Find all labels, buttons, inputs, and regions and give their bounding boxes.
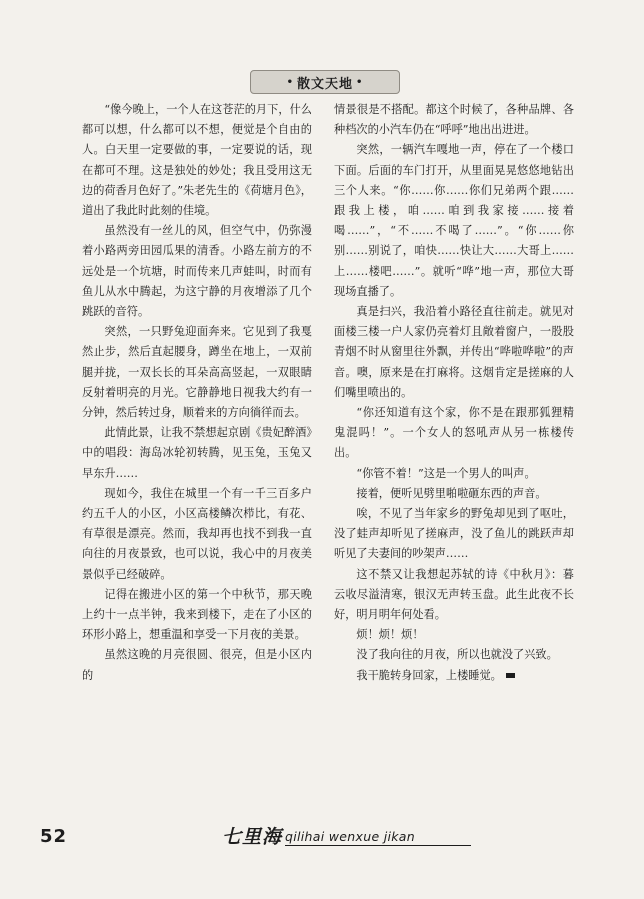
magazine-pinyin: qilihai wenxue jikan <box>285 829 415 844</box>
paragraph: “你还知道有这个家，你不是在跟那狐狸精鬼混吗！”。一个女人的怒吼声从另一栋楼传出。 <box>334 406 574 460</box>
final-sentence: 我干脆转身回家，上楼睡觉。 <box>356 668 502 682</box>
end-mark-icon <box>506 673 515 678</box>
paragraph: 真是扫兴，我沿着小路径直往前走。就见对面楼三楼一户人家仍亮着灯且敞着窗户，一股股青烟不时从窗里往外飘，并传出“哗啦哗啦”的声音。噢，原来是在打麻将。这烟肯定是搓麻的人们嘴里喷出的。 <box>334 305 574 399</box>
paragraph: 烦！烦！烦！ <box>356 628 424 642</box>
paragraph: “像今晚上，一个人在这苍茫的月下，什么都可以想，什么都可以不想，便觉是个自由的人。白天里一定要做的事，一定要说的话，现在都可不理。这是独处的妙处；我且受用这无边的荷香月色好了。”朱老先生的《荷塘月色》，道出了我此时此刻的佳境。 <box>82 103 312 218</box>
footer-underline <box>285 845 471 846</box>
right-column <box>334 100 574 686</box>
left-column <box>82 100 312 686</box>
page-number: 52 <box>40 826 68 847</box>
header-dot-right: • <box>356 76 364 88</box>
page-footer <box>40 822 600 852</box>
header-dot-left: • <box>286 76 294 88</box>
paragraph: 唉，不见了当年家乡的野兔却见到了呕吐，没了蛙声却听见了搓麻声，没了鱼儿的跳跃声却听见了夫妻间的吵架声…… <box>334 507 574 561</box>
paragraph: 这不禁又让我想起苏轼的诗《中秋月》：暮云收尽溢清寒，银汉无声转玉盘。此生此夜不长好，明月明年何处看。 <box>334 567 574 622</box>
paragraph-continued: 情景很是不搭配。都这个时候了，各种品牌、各种档次的小汽车仍在“呼呼”地出出进进。 <box>334 103 574 137</box>
paragraph: 记得在搬进小区的第一个中秋节，那天晚上约十一点半钟，我来到楼下，走在了小区的环形小路上，想重温和享受一下月夜的美景。 <box>82 587 312 642</box>
paragraph: 接着，便听见劈里啪啦砸东西的声音。 <box>356 486 547 500</box>
section-header <box>250 70 400 94</box>
paragraph: “你管不着！”这是一个男人的叫声。 <box>356 466 536 480</box>
paragraph: 虽然没有一丝儿的风，但空气中，仍弥漫着小路两旁田园瓜果的清香。小路左前方的不远处是一个坑塘，时而传来几声蛙叫，时而有鱼儿从水中腾起，为这宁静的月夜增添了几个跳跃的音符。 <box>82 224 312 319</box>
section-title: 散文天地 <box>296 76 353 92</box>
paragraph: 突然，一只野兔迎面奔来。它见到了我戛然止步，然后直起腰身，蹲坐在地上，一双前腿并拢，一双长长的耳朵高高竖起，一双眼睛反射着明亮的月光。它静静地日视我大约有一分钟，然后转过身，顺着来的方向徜徉而去。 <box>82 325 312 420</box>
paragraph: 没了我向往的月夜，所以也就没了兴致。 <box>356 648 558 662</box>
paragraph: 突然，一辆汽车嘎地一声，停在了一个楼口下面。后面的车门打开，从里面晃晃悠悠地钻出三个人来。“你……你……你们兄弟两个跟……跟我上楼，咱……咱到我家接……接着喝……”，“不……不喝了……”。“你……你别……别说了，咱快……快让大……大哥上……上……楼吧……”。就听“哗”地一声，那位大哥现场直播了。 <box>334 143 574 298</box>
paragraph-final <box>334 666 574 686</box>
paragraph: 现如今，我住在城里一个有一千三百多户约五千人的小区，小区高楼鳞次栉比，有花、有草很是漂亮。然而，我却再也找不到我一直向往的月夜景致，也可以说，我心中的月夜美景似乎已经破碎。 <box>82 486 312 581</box>
magazine-name: 七里海 <box>222 826 283 848</box>
paragraph: 虽然这晚的月亮很圆、很亮，但是小区内的 <box>82 648 312 682</box>
paragraph: 此情此景，让我不禁想起京剧《贵妃醉酒》中的唱段：海岛冰轮初转腾，见玉兔，玉兔又早东升…… <box>82 426 312 480</box>
